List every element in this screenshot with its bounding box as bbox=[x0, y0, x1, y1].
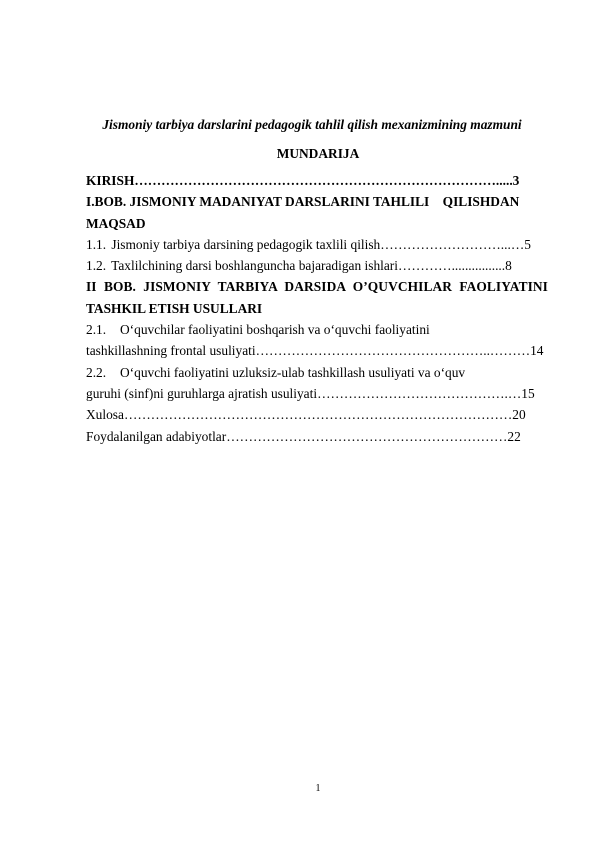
toc-section-number: 1.1. bbox=[86, 236, 107, 252]
toc-entry-1-1[interactable] bbox=[86, 234, 548, 255]
toc-entry-label: O‘quvchi faoliyatini uzluksiz-ulab tashkillash usuliyati va o‘quv bbox=[120, 364, 466, 380]
toc-entry-2-2[interactable] bbox=[86, 362, 548, 405]
toc-entry-label: Taxlilchining darsi boshlanguncha bajaradigan ishlari bbox=[111, 258, 398, 274]
toc-leader-dots: …………………………………………………………………………… bbox=[123, 407, 513, 423]
toc-leader-dots: ………………………...… bbox=[380, 236, 525, 252]
toc-section-number: 1.2. bbox=[86, 258, 107, 274]
toc-leader-dots: ………………………………………………………………………..... bbox=[134, 173, 513, 188]
toc-leader-dots: ……………………………………………..……… bbox=[255, 343, 531, 359]
toc-section-number: 2.1. bbox=[86, 322, 107, 338]
toc-entry-label: Jismoniy tarbiya darsining pedagogik taxlili qilish bbox=[111, 236, 381, 252]
toc-page-number: 5 bbox=[524, 236, 531, 252]
toc-section-number: 2.2. bbox=[86, 364, 107, 380]
toc-chapter-title-cont: TASHKIL ETISH USULLARI bbox=[86, 300, 263, 316]
toc-chapter-title: I.BOB. JISMONIY MADANIYAT DARSLARINI TAHLILI QILISHDAN bbox=[86, 194, 520, 210]
toc-entry-label-cont: guruhi (sinf)ni guruhlarga ajratish usuliyati bbox=[86, 385, 318, 401]
toc-page-number: 15 bbox=[521, 385, 535, 401]
toc-entry-label: KIRISH bbox=[86, 173, 135, 188]
toc-page-number: 8 bbox=[505, 258, 512, 274]
toc-entry-intro[interactable] bbox=[86, 170, 548, 191]
toc-heading: MUNDARIJA bbox=[276, 146, 360, 161]
toc-entry-conclusion[interactable] bbox=[86, 404, 548, 425]
toc-entry-2-1[interactable] bbox=[86, 319, 548, 362]
toc-page-number: 22 bbox=[507, 428, 521, 444]
page-number-footer: 1 bbox=[315, 783, 321, 794]
toc-entry-label: Foydalanilgan adabiyotlar bbox=[86, 428, 227, 444]
toc-leader-dots: …………………………………….… bbox=[317, 385, 522, 401]
toc-leader-dots: …………................ bbox=[398, 258, 506, 274]
toc-entry-references[interactable] bbox=[86, 426, 548, 447]
toc-page-number: 20 bbox=[512, 407, 526, 423]
toc-entry-label: O‘quvchilar faoliyatini boshqarish va o‘quvchi faoliyatini bbox=[120, 322, 430, 338]
table-of-contents bbox=[86, 170, 548, 447]
toc-page-number: 14 bbox=[530, 343, 544, 359]
toc-entry-1-2[interactable] bbox=[86, 255, 548, 276]
toc-page-number: 3 bbox=[512, 173, 520, 188]
toc-chapter-1[interactable] bbox=[86, 191, 548, 234]
toc-chapter-2[interactable] bbox=[86, 276, 548, 319]
toc-leader-dots: ……………………………………………………… bbox=[226, 428, 508, 444]
toc-entry-label-cont: tashkillashning frontal usuliyati bbox=[86, 343, 256, 359]
toc-chapter-title-cont: MAQSAD bbox=[86, 215, 146, 231]
toc-entry-label: Xulosa bbox=[86, 407, 124, 423]
document-title: Jismoniy tarbiya darslarini pedagogik tahlil qilish mexanizmining mazmuni bbox=[102, 117, 522, 132]
toc-chapter-title: II BOB. JISMONIY TARBIYA DARSIDA O’QUVCHILAR FAOLIYATINI bbox=[86, 279, 548, 295]
